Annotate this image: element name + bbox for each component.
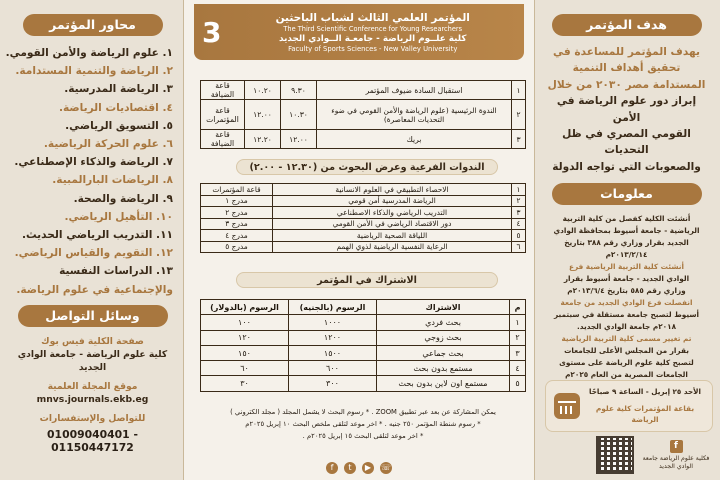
axis-item: ٨. الرياضات البارالمبية. <box>52 174 173 187</box>
goal-line: يهدف المؤتمر للمساعدة في <box>553 46 700 58</box>
row-time: ١٢.٠٠ <box>281 130 317 149</box>
axis-item: ٧. الرياضة والذكاء الإصطناعي. <box>14 156 173 169</box>
row-num: ٣ <box>510 345 526 360</box>
axes-title: محاور المؤتمر <box>23 14 163 36</box>
goal-line: إبراز دور علوم الرياضة في الأمن <box>556 95 697 124</box>
whatsapp-icon[interactable]: ☏ <box>380 463 391 472</box>
axes-list <box>5 44 175 299</box>
table-row <box>201 361 526 376</box>
row-num: ٢ <box>512 100 526 130</box>
row-end: ١٠.٢٠ <box>245 81 281 100</box>
fb-name[interactable]: كلية علوم الرياضة - جامعة الوادي الجديد <box>17 348 168 373</box>
info-line: الرياضية - جامعة أسيوط بمحافظة الوادي <box>553 226 700 236</box>
info-line: أنشئت الكلية كفصل من كلية التربية <box>562 214 691 224</box>
axis-item: ٤. اقتصاديات الرياضة. <box>58 101 173 114</box>
row-type: مستمع بدون بحث <box>377 361 510 376</box>
row-item: بريك <box>317 130 512 149</box>
table-row <box>201 207 526 219</box>
row-egp: ٣٠٠ <box>289 376 377 391</box>
header-egp: الرسوم (بالجنيه) <box>289 300 377 315</box>
table-row <box>201 100 526 130</box>
header-num: م <box>510 300 526 315</box>
row-num: ٤ <box>510 361 526 376</box>
facebook-label: فكلية علوم الرياضة جامعة الوادي الجديد <box>642 455 710 470</box>
row-type: بحث جماعي <box>377 345 510 360</box>
row-topic: الرعاية النفسية الرياضية لذوي الهمم <box>273 241 512 253</box>
row-item: استقبال السادة ضيوف المؤتمر <box>317 81 512 100</box>
row-item: الندوة الرئيسية (علوم الرياضة والأمن القومي في ضوء التحديات المعاصرة) <box>317 100 512 130</box>
row-place: قاعة الضيافة <box>201 130 245 149</box>
row-num: ١ <box>512 81 526 100</box>
header-title-ar: المؤتمر العلمي الثالث لشباب الباحثين <box>275 11 470 24</box>
row-hall: قاعة المؤتمرات <box>201 184 273 196</box>
info-line: الجامعات المصرية من العام ٢٠٢٥م <box>565 370 688 380</box>
qr-code[interactable] <box>596 436 634 474</box>
header-text <box>229 11 516 54</box>
row-num: ٥ <box>510 376 526 391</box>
fb-line: صفحة الكلية فيس بوك <box>41 335 144 347</box>
row-egp: ٦٠٠ <box>289 361 377 376</box>
goal-line: المستدامة مصر ٢٠٣٠ من خلال <box>547 78 706 91</box>
table-header-row <box>201 300 526 315</box>
info-line: ٢٠١٨م جامعة الوادي الجديد. <box>576 322 677 332</box>
table-row <box>201 184 526 196</box>
axis-item: ١٣. الدراسات النفسية <box>59 265 173 278</box>
conference-number: 3 <box>202 15 222 49</box>
table-row <box>201 330 526 345</box>
note-line: * رسوم شنطة المؤتمر ٢٥٠ جنيه . * اخر موعد لتلقى ملخص البحث ١٠ إبريل ٢٠٢٥م <box>245 420 481 428</box>
info-line: أنشئت كلية التربية الرياضية فرع <box>568 262 685 272</box>
inquiries-label: للتواصل والإستفسارات <box>39 412 146 424</box>
goal-line: تحقيق أهداف التنمية <box>572 62 681 75</box>
info-title: معلومات <box>552 183 702 205</box>
sessions-table <box>200 183 526 253</box>
table-row <box>201 345 526 360</box>
row-num: ٢ <box>512 195 526 207</box>
axis-item: والإجتماعية في علوم الرياضة. <box>16 283 173 296</box>
axis-item: ٩. الرياضة والصحة. <box>73 192 173 205</box>
facebook-icon: f <box>670 440 683 453</box>
table-row <box>201 376 526 391</box>
row-topic: الاحصاء التطبيقي في العلوم الانسانية <box>273 184 512 196</box>
row-topic: التدريب الرياضي والذكاء الاصطناعي <box>273 207 512 219</box>
row-usd: ١٥٠ <box>201 345 289 360</box>
row-usd: ٣٠ <box>201 376 289 391</box>
journal-line: موقع المجلة العلمية <box>47 380 138 392</box>
fees-notes <box>196 406 530 442</box>
row-hall: مدرج ٢ <box>201 207 273 219</box>
row-hall: مدرج ٥ <box>201 241 273 253</box>
twitter-icon[interactable]: t <box>344 462 356 474</box>
info-line: الجديد بقرار وزاري رقم ٣٨٨ بتاريخ <box>564 238 689 248</box>
table-row <box>201 130 526 149</box>
info-line: الوادي الجديد - جامعة أسيوط بقرار <box>563 274 690 284</box>
info-text <box>543 213 710 381</box>
table-row <box>201 241 526 253</box>
axis-item: ٣. الرياضة المدرسية. <box>64 83 173 96</box>
header-type: الاشتراك <box>377 300 510 315</box>
row-end: ١٢.٠٠ <box>245 100 281 130</box>
row-num: ٤ <box>512 218 526 230</box>
row-topic: الرياضة المدرسية أمن قومي <box>273 195 512 207</box>
header-usd: الرسوم (بالدولار) <box>201 300 289 315</box>
row-num: ١ <box>512 184 526 196</box>
row-egp: ١٥٠٠ <box>289 345 377 360</box>
row-hall: مدرج ٤ <box>201 230 273 242</box>
sessions-title: الندوات الفرعية وعرض البحوث من (١٢.٣٠ - ٢.٠٠) <box>236 159 498 175</box>
axis-item: ١. علوم الرياضة والأمن القومي. <box>5 47 173 59</box>
axis-item: ١٠. التأهيل الرياضي. <box>64 210 173 223</box>
axis-item: ٥. التسويق الرياضي. <box>65 119 173 132</box>
info-line: لتصبح كلية علوم الرياضة على مستوى <box>559 358 694 368</box>
info-line: أسيوط لتصبح جامعة مستقلة في سبتمبر <box>554 310 699 320</box>
row-topic: دور الاقتصاد الرياضي في الأمن القومي <box>273 218 512 230</box>
goal-line: القومي المصري في ظل التحديات <box>562 128 691 157</box>
table-row <box>201 315 526 330</box>
journal-url[interactable]: mnvs.journals.ekb.eg <box>36 393 149 405</box>
header-faculty-ar: كلية علــوم الرياضة - جامعـة الــوادي الجديد <box>279 33 467 44</box>
row-usd: ١٠٠ <box>201 315 289 330</box>
row-num: ٣ <box>512 207 526 219</box>
event-date-box <box>545 380 713 432</box>
goal-title: هدف المؤتمر <box>552 14 702 36</box>
goal-text <box>543 44 710 175</box>
row-usd: ٦٠ <box>201 361 289 376</box>
row-topic: اللياقة الصحية الرياضية <box>273 230 512 242</box>
row-place: قاعة الضيافة <box>201 81 245 100</box>
facebook-icon[interactable]: f <box>326 462 338 474</box>
row-usd: ١٢٠ <box>201 330 289 345</box>
facebook-box[interactable] <box>640 440 712 471</box>
row-time: ١٠.٣٠ <box>281 100 317 130</box>
event-date: الأحد ٢٥ إبريل - الساعة ٩ صباحًا <box>589 387 701 396</box>
youtube-icon[interactable]: ▶ <box>362 462 374 474</box>
info-line: وزاري رقم ٥٨٥ بتاريخ ٢٠١٣/٦/٤م <box>567 286 686 296</box>
calendar-icon <box>554 393 580 419</box>
row-type: مستمع اون لاين بدون بحث <box>377 376 510 391</box>
axis-item: ١١. التدريب الرياضي الحديث. <box>21 229 173 242</box>
row-type: بحث زوجي <box>377 330 510 345</box>
header-faculty-en: Faculty of Sports Sciences - New Valley University <box>288 44 458 53</box>
row-type: بحث فردي <box>377 315 510 330</box>
table-row <box>201 195 526 207</box>
phones[interactable]: 01009040401 - 01150447172 <box>47 427 138 454</box>
row-egp: ١٠٠٠ <box>289 315 377 330</box>
row-hall: مدرج ١ <box>201 195 273 207</box>
row-egp: ١٢٠٠ <box>289 330 377 345</box>
axis-item: ٢. الرياضة والتنمية المستدامة. <box>15 65 173 78</box>
table-row <box>201 218 526 230</box>
axis-item: ١٢. التقويم والقياس الرياضي. <box>14 247 173 260</box>
goal-line: والصعوبات التي تواجه الدولة <box>552 160 701 173</box>
info-line: تم تغيير مسمى كلية التربية الرياضية <box>561 334 692 344</box>
schedule-table <box>200 80 526 149</box>
info-line: ٢٠١٣/٢/١٤م <box>605 250 648 260</box>
row-num: ٥ <box>512 230 526 242</box>
fees-table <box>200 299 526 392</box>
table-row <box>201 230 526 242</box>
event-place: بقاعة المؤتمرات كلية علوم الرياضة <box>595 404 695 424</box>
row-num: ١ <box>510 315 526 330</box>
row-num: ٣ <box>512 130 526 149</box>
fees-title: الاشتراك في المؤتمر <box>236 272 498 288</box>
info-line: انفصلت فرع الوادي الجديد من جامعة <box>560 298 693 308</box>
row-hall: مدرج ٣ <box>201 218 273 230</box>
info-line: بقرار من المجلس الأعلى للجامعات <box>564 346 689 356</box>
social-icons <box>326 462 392 474</box>
row-num: ٦ <box>512 241 526 253</box>
row-end: ١٢.٢٠ <box>245 130 281 149</box>
left-column <box>0 0 183 480</box>
table-row <box>201 81 526 100</box>
row-num: ٢ <box>510 330 526 345</box>
header <box>194 4 524 60</box>
axis-item: ٦. علوم الحركة الرياضية. <box>43 138 173 151</box>
contact-title: وسائل التواصل <box>18 305 168 327</box>
header-title-en: The Third Scientific Conference for Young Researchers <box>283 24 463 33</box>
row-place: قاعة المؤتمرات <box>201 100 245 130</box>
row-time: ٩.٣٠ <box>281 81 317 100</box>
note-line: * اخر موعد لتلقى البحث ١٥ إبريل ٢٠٢٥م . <box>302 432 424 440</box>
note-line: يمكن المشاركة عن بعد عبر تطبيق ZOOM . * رسوم البحث لا يشمل المجلد ( مجلد الكتروني ) <box>230 408 496 416</box>
